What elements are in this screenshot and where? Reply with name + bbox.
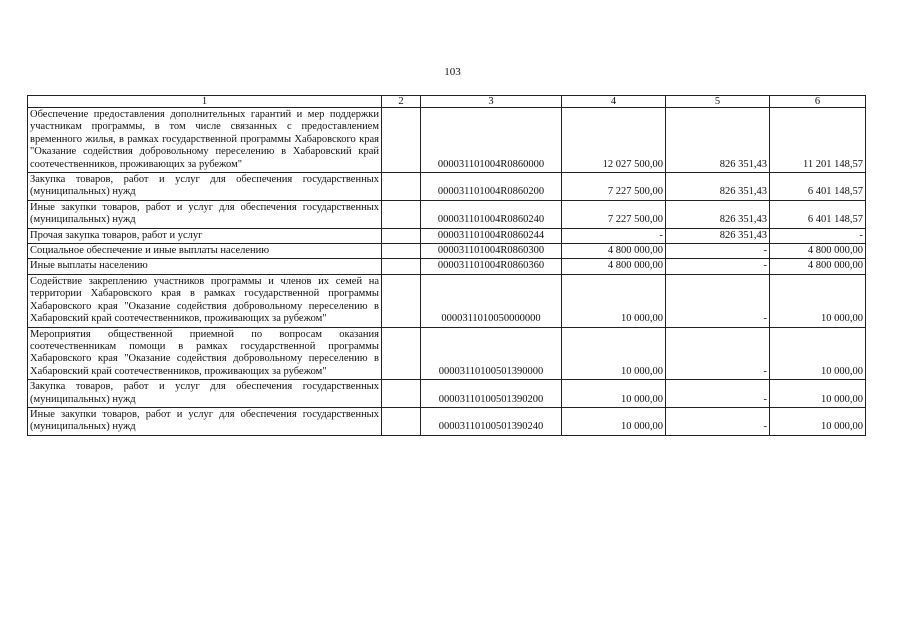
row-name: Социальное обеспечение и иные выплаты населению [28,244,382,259]
table-row [28,407,866,435]
column-header-5: 5 [666,96,770,108]
row-col5: 826 351,43 [666,173,770,201]
column-header-2: 2 [382,96,421,108]
row-col5: 826 351,43 [666,108,770,173]
row-col2 [382,259,421,274]
row-col6: 4 800 000,00 [770,244,866,259]
table-row [28,244,866,259]
table-row [28,274,866,327]
row-col5: - [666,407,770,435]
row-col4: 10 000,00 [562,407,666,435]
row-col4: 12 027 500,00 [562,108,666,173]
row-col5: 826 351,43 [666,228,770,243]
row-name: Обеспечение предоставления дополнительных гарантий и мер поддержки участникам программы, в том числе связанных с предоставлением временного жилья, в рамках государственной программы Хабаровского края "Оказание содействия добровольному переселению в Хабаровский край соотечественников, проживающих за рубежом" [28,108,382,173]
row-col2 [382,173,421,201]
table-row [28,380,866,408]
row-name: Содействие закреплению участников программы и членов их семей на территории Хабаровского края в рамках государственной программы Хабаровского края "Оказание содействия добровольному переселению в Хабаровский край соотечественников, проживающих за рубежом" [28,274,382,327]
table-row [28,259,866,274]
column-header-3: 3 [421,96,562,108]
column-header-4: 4 [562,96,666,108]
row-col2 [382,327,421,380]
row-col6: - [770,228,866,243]
row-col2 [382,380,421,408]
table-header-row [28,96,866,108]
table-row [28,108,866,173]
row-name: Иные закупки товаров, работ и услуг для обеспечения государственных (муниципальных) нужд [28,200,382,228]
row-name: Закупка товаров, работ и услуг для обеспечения государственных (муниципальных) нужд [28,380,382,408]
page-number: 103 [444,66,461,78]
row-col5: - [666,244,770,259]
table-row [28,200,866,228]
row-code: 000031101004R0860000 [421,108,562,173]
row-col5: 826 351,43 [666,200,770,228]
row-code: 000031101004R0860244 [421,228,562,243]
column-header-6: 6 [770,96,866,108]
row-col4: 7 227 500,00 [562,173,666,201]
table-row [28,228,866,243]
row-col4: 7 227 500,00 [562,200,666,228]
row-name: Закупка товаров, работ и услуг для обеспечения государственных (муниципальных) нужд [28,173,382,201]
row-code: 00003110100501390200 [421,380,562,408]
row-col6: 6 401 148,57 [770,173,866,201]
row-col2 [382,274,421,327]
row-col6: 10 000,00 [770,407,866,435]
row-col6: 11 201 148,57 [770,108,866,173]
row-col6: 10 000,00 [770,327,866,380]
row-col2 [382,407,421,435]
row-code: 000031101004R0860360 [421,259,562,274]
table-row [28,327,866,380]
row-col6: 6 401 148,57 [770,200,866,228]
row-code: 000031101004R0860240 [421,200,562,228]
row-code: 00003110100501390240 [421,407,562,435]
row-name: Мероприятия общественной приемной по вопросам оказания соотечественникам помощи в рамках государственной программы Хабаровского края "Оказание содействия добровольному переселению в Хабаровский край соотечественников, проживающих за рубежом" [28,327,382,380]
row-col4: 10 000,00 [562,380,666,408]
budget-table [27,95,866,436]
row-code: 000031101004R0860300 [421,244,562,259]
row-col5: - [666,274,770,327]
row-code: 0000311010050000000 [421,274,562,327]
row-col2 [382,108,421,173]
row-col2 [382,244,421,259]
row-col4: 10 000,00 [562,274,666,327]
row-code: 00003110100501390000 [421,327,562,380]
row-col6: 10 000,00 [770,274,866,327]
row-col2 [382,228,421,243]
row-name: Иные выплаты населению [28,259,382,274]
row-col6: 4 800 000,00 [770,259,866,274]
row-col5: - [666,380,770,408]
row-name: Иные закупки товаров, работ и услуг для обеспечения государственных (муниципальных) нужд [28,407,382,435]
row-col2 [382,200,421,228]
row-col5: - [666,327,770,380]
row-col4: 4 800 000,00 [562,244,666,259]
row-col4: 4 800 000,00 [562,259,666,274]
table-row [28,173,866,201]
row-col4: 10 000,00 [562,327,666,380]
row-col6: 10 000,00 [770,380,866,408]
row-name: Прочая закупка товаров, работ и услуг [28,228,382,243]
row-code: 000031101004R0860200 [421,173,562,201]
row-col4: - [562,228,666,243]
column-header-1: 1 [28,96,382,108]
row-col5: - [666,259,770,274]
